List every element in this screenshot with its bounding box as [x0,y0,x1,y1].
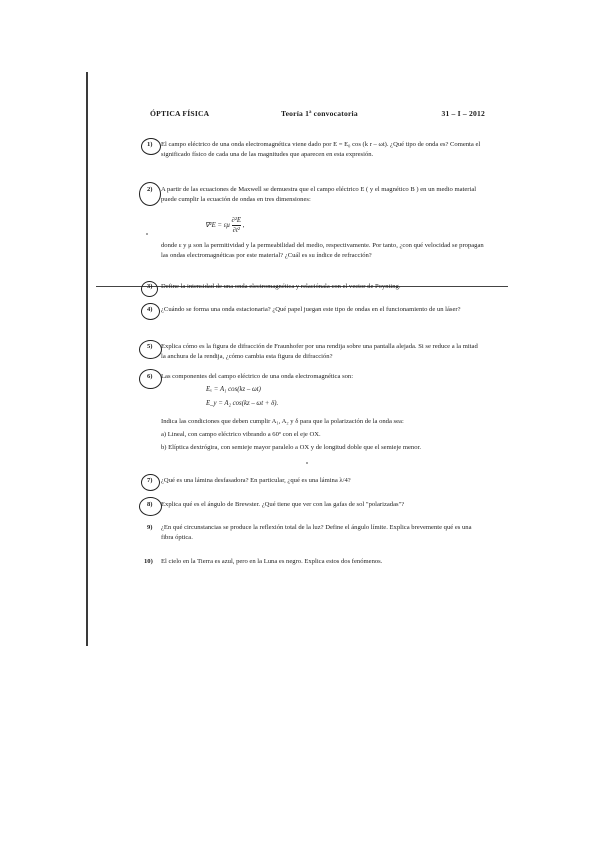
question-number: 4) [147,306,153,313]
question-number: 8) [147,501,153,508]
subject-title: ÓPTICA FÍSICA [150,109,210,118]
exam-header [150,109,485,123]
equation-tail: , [242,222,245,230]
question-number: 2) [147,186,153,193]
question-number: 10) [144,558,153,565]
question-9 [147,523,484,543]
scan-speck [146,233,148,235]
question-6-continuation [161,417,484,453]
question-text: El campo eléctrico de una onda electromagnética viene dado por E = E₀ cos (k r – ωt). ¿Qué tipo de onda es? Comenta el significado físico de cada una de las magnitudes que aparecen en esta expresión. [161,141,481,158]
question-number: 6) [147,373,153,380]
question-2 [147,185,484,205]
question-10 [144,557,484,567]
option-a: a) Lineal, con campo eléctrico vibrando a 60º con el eje OX. [161,431,321,438]
question-6 [147,372,484,382]
question-1 [147,140,484,160]
equation-lhs: ∇²E = εμ [205,222,230,230]
question-2-continuation [161,241,484,261]
question-number: 5) [147,343,153,350]
question-text: donde ε y μ son la permitividad y la permeabilidad del medio, respectivamente. Por tanto, ¿con qué velocidad se propagan las ondas electromagnéticas por este material? ¿Cuál es su índice de refracción? [161,242,484,259]
question-text: Explica cómo es la figura de difracción de Fraunhofer por una rendija sobre una pantalla alejada. Si se reduce a la mitad la anchura de la rendija, ¿cómo cambia esta figura de difracción? [161,343,478,360]
question-text: Explica qué es el ángulo de Brewster. ¿Qué tiene que ver con las gafas de sol "polarizadas"? [161,501,405,508]
question-text: Indica las condiciones que deben cumplir A₁, A₂ y δ para que la polarización de la onda sea: [161,418,404,425]
field-component-x: Eₓ = A₁ cos(kz – ωt) [206,386,261,393]
question-number: 7) [147,477,153,484]
question-text: ¿En qué circunstancias se produce la reflexión total de la luz? Define el ángulo límite. Explica brevemente qué es una fibra óptica. [161,524,472,541]
question-4 [147,305,484,315]
question-text: ¿Cuándo se forma una onda estacionaria? ¿Qué papel juegan este tipo de ondas en el funcionamiento de un láser? [161,306,461,313]
question-5 [147,342,484,362]
exam-title: Teoría 1ª convocatoria [281,109,358,118]
question-3 [147,282,484,292]
question-number: 9) [147,524,153,531]
fraction-denominator: ∂t² [232,227,240,234]
fraction-numerator: ∂²E [231,217,242,224]
question-number: 3) [147,283,153,290]
question-text: Define la intensidad de una onda electromagnética y relaciónala con el vector de Poynting. [161,283,401,290]
option-b: b) Elíptica dextrógira, con semieje mayor paralelo a OX y de longitud doble que el semieje menor. [161,444,422,451]
field-component-y: E_y = A₂ cos(kz – ωt + δ). [206,400,279,407]
equation-fraction [232,216,242,235]
exam-date: 31 – I – 2012 [441,109,485,118]
question-text: ¿Qué es una lámina desfasadora? En particular, ¿qué es una lámina λ/4? [161,477,351,484]
question-7 [147,476,484,486]
question-text: A partir de las ecuaciones de Maxwell se demuestra que el campo eléctrico E ( y el magnético B ) en un medio material puede cumplir la ecuación de ondas en tres dimensiones: [161,186,477,203]
question-text: Las componentes del campo eléctrico de una onda electromagnética son: [161,373,354,380]
scan-speck [306,462,308,464]
page-left-edge [86,72,88,646]
question-8 [147,500,484,510]
question-number: 1) [147,141,153,148]
question-text: El cielo en la Tierra es azul, pero en la Luna es negro. Explica estos dos fenómenos. [161,558,383,565]
wave-equation [205,216,244,235]
